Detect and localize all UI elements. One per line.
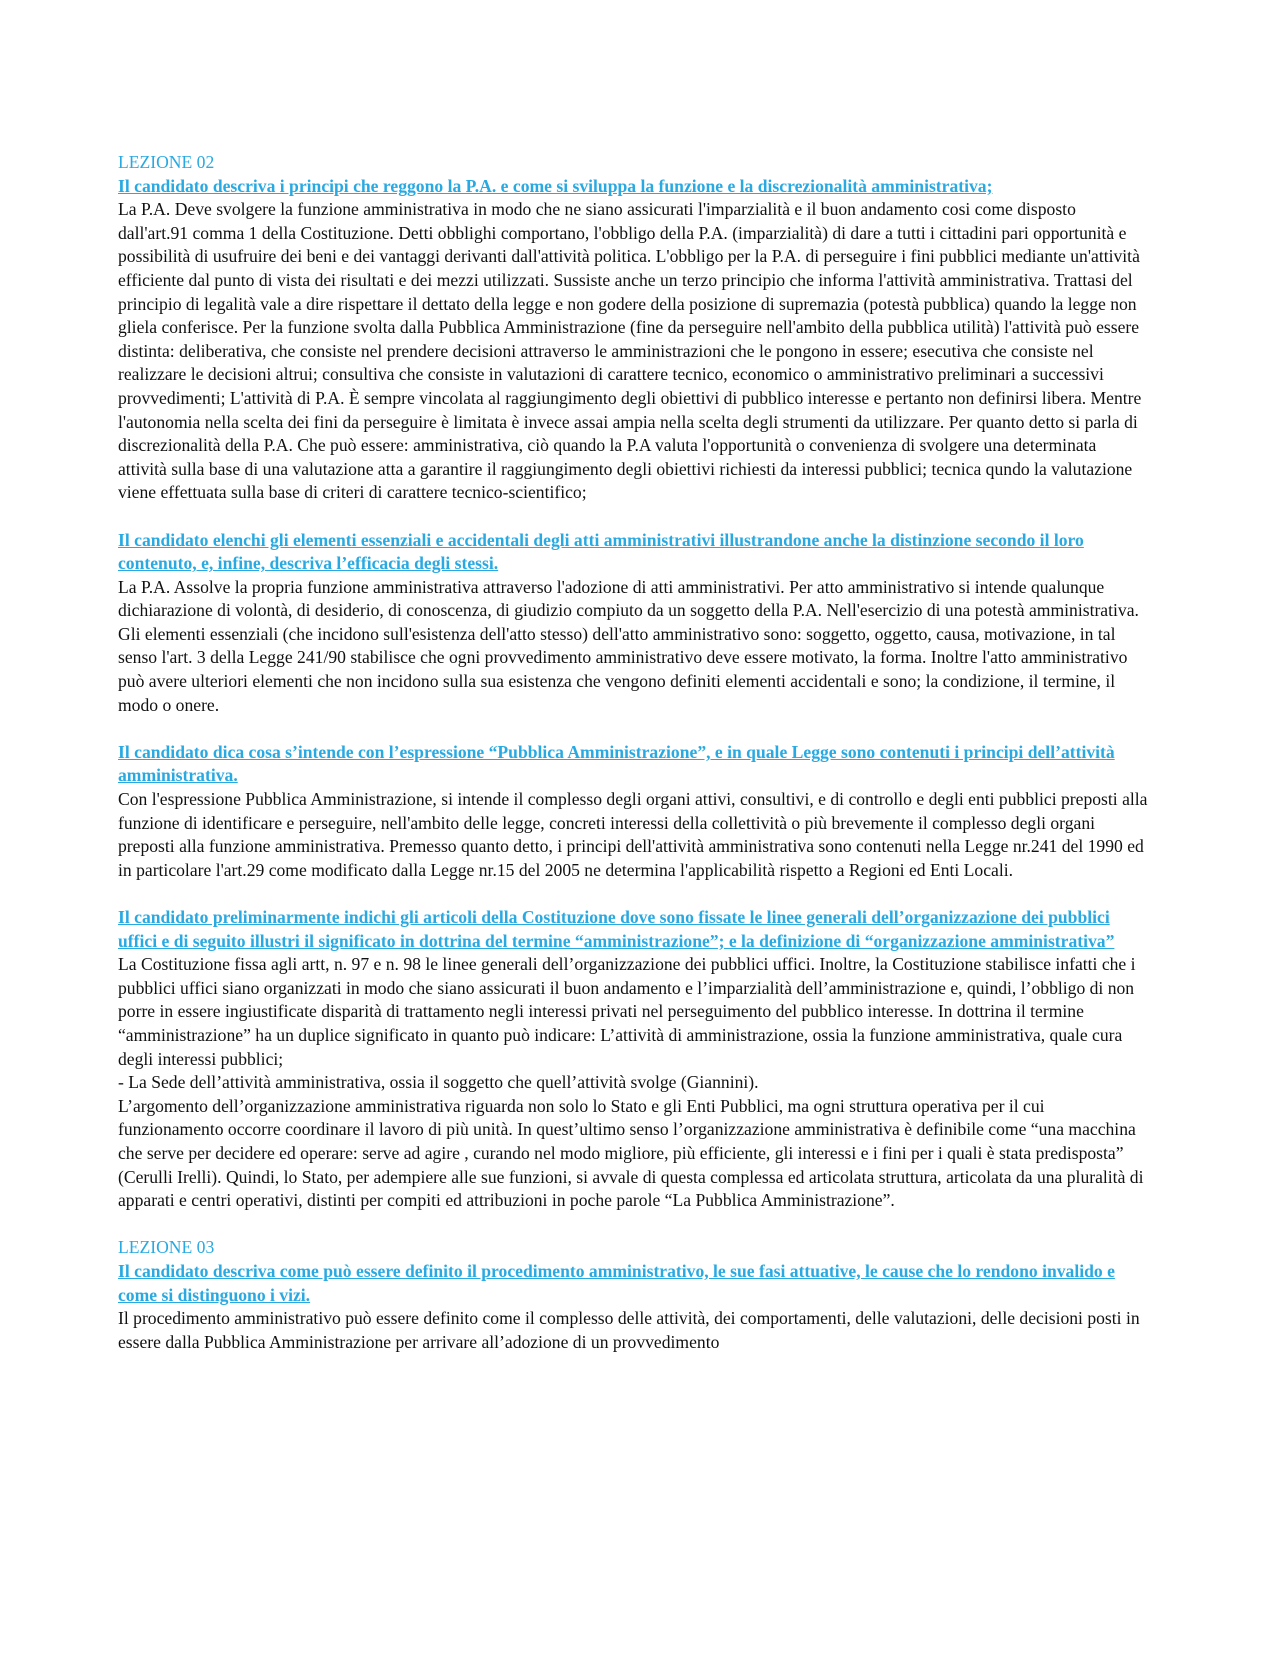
- document-page: [118, 151, 1148, 1354]
- answer-paragraph: La P.A. Deve svolgere la funzione amministrativa in modo che ne siano assicurati l'imparzialità e il buon andamento cosi come disposto dall'art.91 comma 1 della Costituzione. Detti obblighi comportano, l'obbligo della P.A. (imparzialità) di dare a tutti i cittadini pari opportunità e possibilità di usufruire dei beni e dei vantaggi derivanti dall'attività politica. L'obbligo per la P.A. di perseguire i fini pubblici mediante un'attività efficiente dal punto di vista dei risultati e dei mezzi utilizzati. Sussiste anche un terzo principio che informa l'attività amministrativa. Trattasi del principio di legalità vale a dire rispettare il dettato della legge e non godere della posizione di supremazia (potestà pubblica) quando la legge non gliela conferisce. Per la funzione svolta dalla Pubblica Amministrazione (fine da perseguire nell'ambito della pubblica utilità) l'attività può essere distinta: deliberativa, che consiste nel prendere decisioni attraverso le amministrazioni che le pongono in essere; esecutiva che consiste nel realizzare le decisioni altrui; consultiva che consiste in valutazioni di carattere tecnico, economico o amministrativo preliminari a successivi provvedimenti; L'attività di P.A. È sempre vincolata al raggiungimento degli obiettivi di pubblico interesse e pertanto non definirsi libera. Mentre l'autonomia nella scelta dei fini da perseguire è limitata è invece assai ampia nella scelta degli strumenti da utilizzare. Per quanto detto si parla di discrezionalità della P.A. Che può essere: amministrativa, ciò quando la P.A valuta l'opportunità o convenienza di svolgere una determinata attività sulla base di una valutazione atta a garantire il raggiungimento degli obiettivi richiesti da interessi pubblici; tecnica qundo la valutazione viene effettuata sulla base di criteri di carattere tecnico-scientifico;: [118, 199, 1142, 503]
- answer-paragraph: La Costituzione fissa agli artt, n. 97 e n. 98 le linee generali dell’organizzazione dei pubblici uffici. Inoltre, la Costituzione stabilisce infatti che i pubblici uffici siano organizzati in modo che siano assicurati il buon andamento e l’imparzialità dell’amministrazione e, quindi, l’obbligo di non porre in essere ingiustificate disparità di trattamento negli interessi privati nel perseguimento del pubblico interesse. In dottrina il termine “amministrazione” ha un duplice significato in quanto può indicare: L’attività di amministrazione, ossia la funzione amministrativa, quale cura degli interessi pubblici;: [118, 954, 1136, 1069]
- question-heading[interactable]: Il candidato preliminarmente indichi gli articoli della Costituzione dove sono fissate le linee generali dell’organizzazione dei pubblici uffici e di seguito illustri il significato in dottrina del termine “amministrazione”; e la definizione di “organizzazione amministrativa”: [118, 907, 1115, 951]
- section-spacer: [118, 505, 1148, 529]
- section-spacer: [118, 717, 1148, 741]
- question-heading[interactable]: Il candidato dica cosa s’intende con l’espressione “Pubblica Amministrazione”, e in quale Legge sono contenuti i principi dell’attività amministrativa.: [118, 741, 1115, 786]
- question-heading[interactable]: Il candidato elenchi gli elementi essenziali e accidentali degli atti amministrativi illustrandone anche la distinzione secondo il loro contenuto, e, infine, descriva l’efficacia degli stessi.: [118, 529, 1084, 574]
- answer-paragraph: La P.A. Assolve la propria funzione amministrativa attraverso l'adozione di atti amministrativi. Per atto amministrativo si intende qualunque dichiarazione di volontà, di desiderio, di conoscenza, di giudizio compiuto da un soggetto della P.A. Nell'esercizio di una potestà amministrativa. Gli elementi essenziali (che incidono sull'esistenza dell'atto stesso) dell'atto amministrativo sono: soggetto, oggetto, causa, motivazione, in tal senso l'art. 3 della Legge 241/90 stabilisce che ogni provvedimento amministrativo deve essere motivato, la forma. Inoltre l'atto amministrativo può avere ulteriori elementi che non incidono sulla sua esistenza che vengono definiti elementi accidentali e sono; la condizione, il termine, il modo o onere.: [118, 576, 1139, 715]
- section-spacer: [118, 1213, 1148, 1237]
- question-heading[interactable]: Il candidato descriva i principi che reggono la P.A. e come si sviluppa la funzione e la discrezionalità amministrativa;: [118, 175, 993, 196]
- answer-paragraph: L’argomento dell’organizzazione amministrativa riguarda non solo lo Stato e gli Enti Pubblici, ma ogni struttura operativa per il cui funzionamento occorre coordinare il lavoro di più unità. In quest’ultimo senso l’organizzazione amministrativa è definibile come “una macchina che serve per decidere ed operare: serve ad agire , curando nel modo migliore, più efficiente, gli interessi e i fini per i quali è stata predisposta” (Cerulli Irelli). Quindi, lo Stato, per adempiere alle sue funzioni, si avvale di questa complessa ed articolata struttura, articolata da una pluralità di apparati e centri operativi, distinti per compiti ed attribuzioni in poche parole “La Pubblica Amministrazione”.: [118, 1095, 1144, 1211]
- lesson-title: LEZIONE 02: [118, 152, 215, 172]
- answer-paragraph: Con l'espressione Pubblica Amministrazione, si intende il complesso degli organi attivi, consultivi, e di controllo e degli enti pubblici preposti alla funzione di identificare e perseguire, nell'ambito delle legge, concreti interessi della collettività o più brevemente il complesso degli organi preposti alla funzione amministrativa. Premesso quanto detto, i principi dell'attività amministrativa sono contenuti nella Legge nr.241 del 1990 ed in particolare l'art.29 come modificato dalla Legge nr.15 del 2005 ne determina l'applicabilità rispetto a Regioni ed Enti Locali.: [118, 789, 1148, 880]
- answer-list-item: - La Sede dell’attività amministrativa, ossia il soggetto che quell’attività svolge (Giannini).: [118, 1072, 759, 1093]
- lesson-title: LEZIONE 03: [118, 1237, 215, 1258]
- question-heading[interactable]: Il candidato descriva come può essere definito il procedimento amministrativo, le sue fasi attuative, le cause che lo rendono invalido e come si distinguono i vizi.: [118, 1260, 1115, 1305]
- section-spacer: [118, 882, 1148, 906]
- answer-paragraph: Il procedimento amministrativo può essere definito come il complesso delle attività, dei comportamenti, delle valutazioni, delle decisioni posti in essere dalla Pubblica Amministrazione per arrivare all’adozione di un provvedimento: [118, 1308, 1140, 1352]
